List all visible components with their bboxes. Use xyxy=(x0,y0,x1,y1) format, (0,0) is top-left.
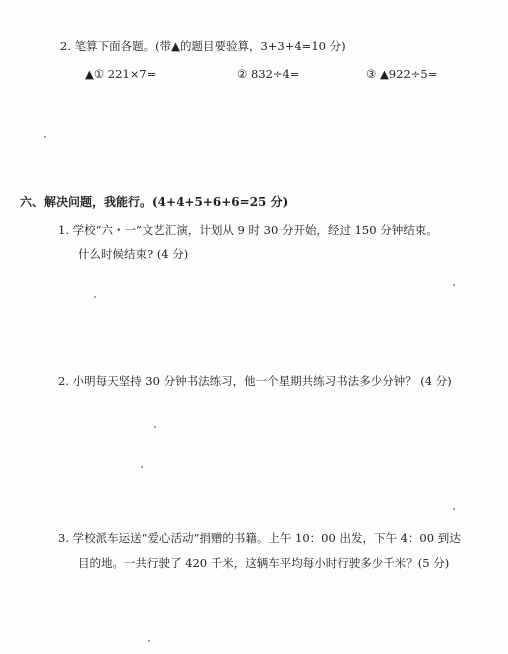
scan-speck xyxy=(453,508,455,510)
problem-3-line2: 目的地。一共行驶了 420 千米，这辆车平均每小时行驶多少千米？(5 分) xyxy=(78,556,450,570)
problem-3-line1: 3. 学校派车运送“爱心活动”捐赠的书籍。上午 10：00 出发，下午 4：00 到达 xyxy=(58,531,461,545)
scan-speck xyxy=(44,136,46,138)
scan-speck xyxy=(141,466,143,468)
scan-speck xyxy=(94,296,96,298)
section-6-title: 六、解决问题，我能行。(4+4+5+6+6=25 分) xyxy=(20,195,289,209)
problem-1-line2: 什么时候结束? (4 分) xyxy=(78,247,189,261)
problem-2-line1: 2. 小明每天坚持 30 分钟书法练习，他一个星期共练习书法多少分钟？ (4 分) xyxy=(58,374,452,388)
scan-speck xyxy=(148,640,150,642)
question-2-heading: 2. 笔算下面各题。(带▲的题目要验算，3+3+4=10 分) xyxy=(60,39,346,53)
scan-speck xyxy=(154,426,156,428)
problem-2: ② 832÷4= xyxy=(237,67,300,81)
problem-1-line1: 1. 学校“六・一”文艺汇演，计划从 9 时 30 分开始，经过 150 分钟结束。 xyxy=(58,223,438,237)
problem-1: ▲① 221×7= xyxy=(85,67,157,81)
problem-3: ③ ▲922÷5= xyxy=(366,67,438,81)
scan-speck xyxy=(453,284,455,286)
